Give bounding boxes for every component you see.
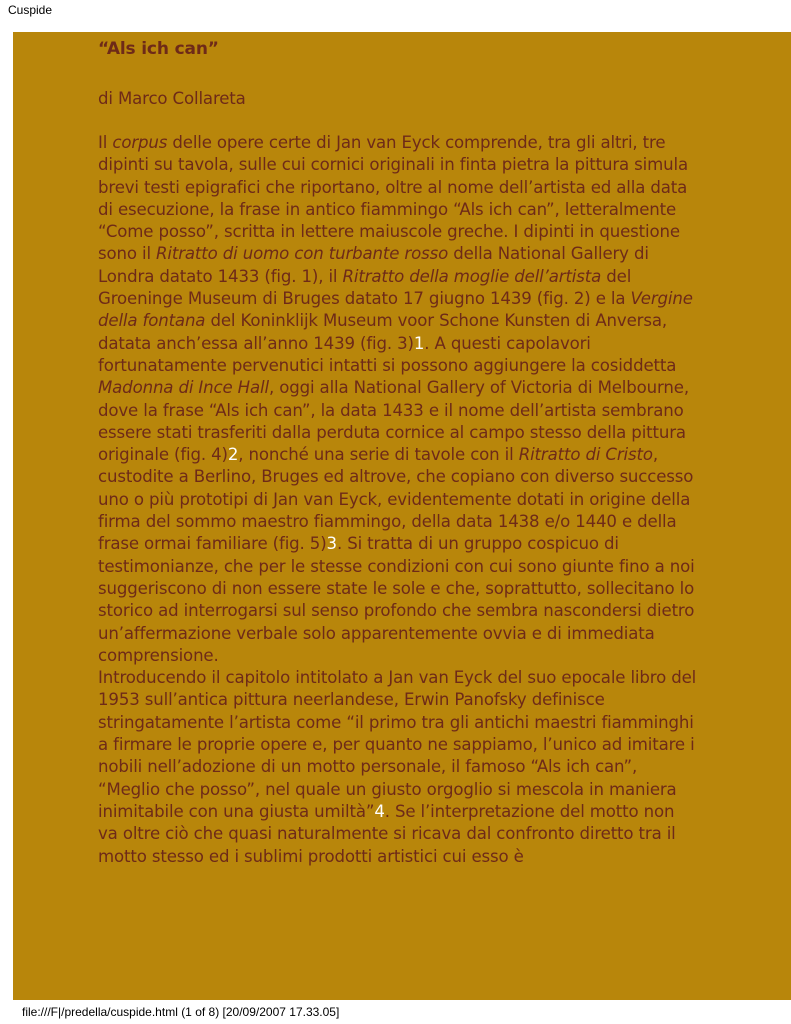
- article-author: di Marco Collareta: [98, 89, 246, 108]
- text-segment: . Se l’interpretazione del motto non va oltre ciò che quasi naturalmente si ricava dal confronto diretto tra il motto stesso ed i sublimi prodotti artistici cui esso è: [98, 801, 676, 866]
- italic-title: Vergine della fontana: [98, 289, 693, 331]
- text-segment: , custodite a Berlino, Bruges ed altrove, che copiano con diverso successo uno o più prototipi di Jan van Eyck, evidentemente dotati in origine della firma del sommo maestro fiammingo, della data 1438 e/o 1440 e della frase ormai familiare (fig. 5): [98, 445, 694, 554]
- article-panel: [13, 32, 791, 1000]
- text-segment: . Si tratta di un gruppo cospicuo di testimonianze, che per le stesse condizioni con cui sono giunte fino a noi suggeriscono di non essere state le sole e che, soprattutto, sollecitano lo storico ad interrogarsi sul senso profondo che sembra nascondersi dietro un’affermazione verbale solo apparentemente ovvia e di immediata comprensione.: [98, 534, 695, 665]
- article-paragraph: [98, 667, 698, 868]
- text-segment: Il: [98, 133, 113, 152]
- text-segment: delle opere certe di Jan van Eyck comprende, tra gli altri, tre dipinti su tavola, sulle cui cornici originali in finta pietra la pittura simula brevi testi epigrafici che riportano, oltre al nome dell’artista ed alla data di esecuzione, la frase in antico fiammingo “Als ich can”, letteralmente “Come posso”, scritta in lettere maiuscole greche. I dipinti in questione sono il: [98, 133, 689, 264]
- footnote-link-3[interactable]: 3: [326, 534, 337, 554]
- text-segment: Introducendo il capitolo intitolato a Jan van Eyck del suo epocale libro del 1953 sull’antica pittura neerlandese, Erwin Panofsky definisce stringatamente l’artista come “il primo tra gli antichi maestri fiamminghi a firmare le proprie opere e, per quanto ne sappiamo, l’unico ad imitare i nobili nell’adozione di un motto personale, il famoso “Als ich can”, “Meglio che posso”, nel quale un giusto orgoglio si mescola in maniera inimitabile con una giusta umiltà”: [98, 668, 697, 821]
- article-title: “Als ich can”: [98, 39, 219, 59]
- text-segment: . A questi capolavori fortunatamente pervenutici intatti si possono aggiungere la cosiddetta: [98, 333, 677, 375]
- italic-title: Madonna di Ince Hall: [98, 378, 269, 398]
- page-footer: file:///F|/predella/cuspide.html (1 of 8) [20/09/2007 17.33.05]: [22, 1005, 340, 1019]
- text-segment: , nonché una serie di tavole con il: [238, 445, 519, 465]
- text-segment: del Koninklijk Museum voor Schone Kunsten di Anversa, datata anch’essa all’anno 1439 (fig. 3): [98, 311, 667, 353]
- footnote-link-2[interactable]: 2: [227, 445, 239, 465]
- italic-title: Ritratto della moglie dell’artista: [342, 266, 602, 286]
- text-segment: del Groeninge Museum di Bruges datato 17 giugno 1439 (fig. 2) e la: [98, 266, 632, 309]
- italic-title: Ritratto di Cristo: [518, 445, 653, 465]
- article-body: [98, 132, 698, 868]
- footnote-link-4[interactable]: 4: [374, 801, 385, 821]
- text-segment: , oggi alla National Gallery of Victoria di Melbourne, dove la frase “Als ich can”, la data 1433 e il nome dell’artista sembrano essere stati trasferiti dalla perduta cornice al campo stesso della pittura originale (fig. 4): [98, 378, 689, 465]
- text-segment: della National Gallery di Londra datato 1433 (fig. 1), il: [98, 244, 649, 286]
- page-header: Cuspide: [8, 3, 53, 17]
- article-paragraph: [98, 132, 698, 667]
- italic-title: Ritratto di uomo con turbante rosso: [156, 244, 449, 264]
- article-content: [98, 38, 698, 868]
- footnote-link-1[interactable]: 1: [413, 333, 425, 353]
- italic-title: corpus: [112, 133, 168, 152]
